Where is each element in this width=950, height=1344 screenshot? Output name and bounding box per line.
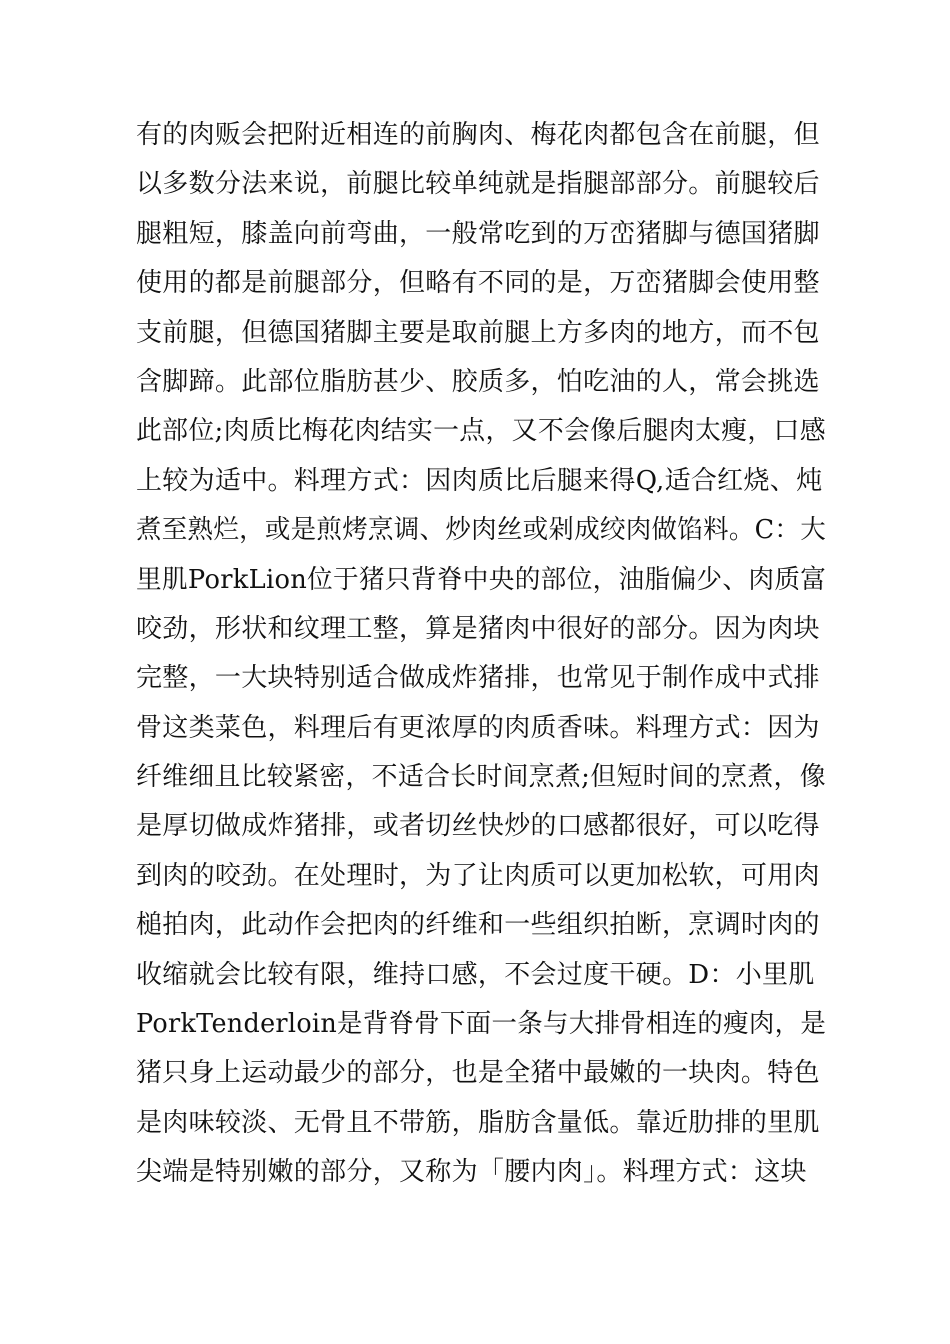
text-line: 使用的都是前腿部分，但略有不同的是，万峦猪脚会使用整 (136, 268, 820, 299)
text-line: 上较为适中。料理方式：因肉质比后腿来得Q,适合红烧、炖 (136, 465, 823, 496)
text-line: 此部位;肉质比梅花肉结实一点，又不会像后腿肉太瘦，口感 (136, 416, 826, 447)
text-line: 煮至熟烂，或是煎烤烹调、炒肉丝或剁成绞肉做馅料。C：大 (136, 515, 826, 546)
text-line: 尖端是特别嫩的部分，又称为「腰内肉」。料理方式：这块 (136, 1157, 807, 1188)
text-line: 是厚切做成炸猪排，或者切丝快炒的口感都很好，可以吃得 (136, 811, 820, 842)
text-line: 含脚蹄。此部位脂肪甚少、胶质多，怕吃油的人，常会挑选 (136, 366, 820, 397)
text-line: 完整，一大块特别适合做成炸猪排，也常见于制作成中式排 (136, 663, 820, 694)
text-line: 腿粗短，膝盖向前弯曲，一般常吃到的万峦猪脚与德国猪脚 (136, 218, 820, 249)
text-line: 骨这类菜色，料理后有更浓厚的肉质香味。料理方式：因为 (136, 712, 820, 743)
text-line: 支前腿，但德国猪脚主要是取前腿上方多肉的地方，而不包 (136, 317, 820, 348)
text-line: 有的肉贩会把附近相连的前胸肉、梅花肉都包含在前腿，但 (136, 120, 820, 150)
text-line: PorkTenderloin是背脊骨下面一条与大排骨相连的瘦肉，是 (136, 1009, 827, 1040)
text-line: 猪只身上运动最少的部分，也是全猪中最嫩的一块肉。特色 (136, 1058, 820, 1089)
text-line: 是肉味较淡、无骨且不带筋，脂肪含量低。靠近肋排的里肌 (136, 1107, 820, 1138)
text-line: 咬劲，形状和纹理工整，算是猪肉中很好的部分。因为肉块 (136, 613, 820, 644)
text-line: 里肌PorkLion位于猪只背脊中央的部位，油脂偏少、肉质富 (136, 564, 827, 595)
text-line: 收缩就会比较有限，维持口感，不会过度干硬。D：小里肌 (136, 959, 815, 990)
body-text (136, 111, 826, 1198)
text-line: 到肉的咬劲。在处理时，为了让肉质可以更加松软，可用肉 (136, 860, 820, 891)
text-line: 槌拍肉，此动作会把肉的纤维和一些组织拍断，烹调时肉的 (136, 910, 820, 941)
text-line: 纤维细且比较紧密，不适合长时间烹煮;但短时间的烹煮，像 (136, 762, 826, 793)
text-line: 以多数分法来说，前腿比较单纯就是指腿部部分。前腿较后 (136, 169, 820, 200)
